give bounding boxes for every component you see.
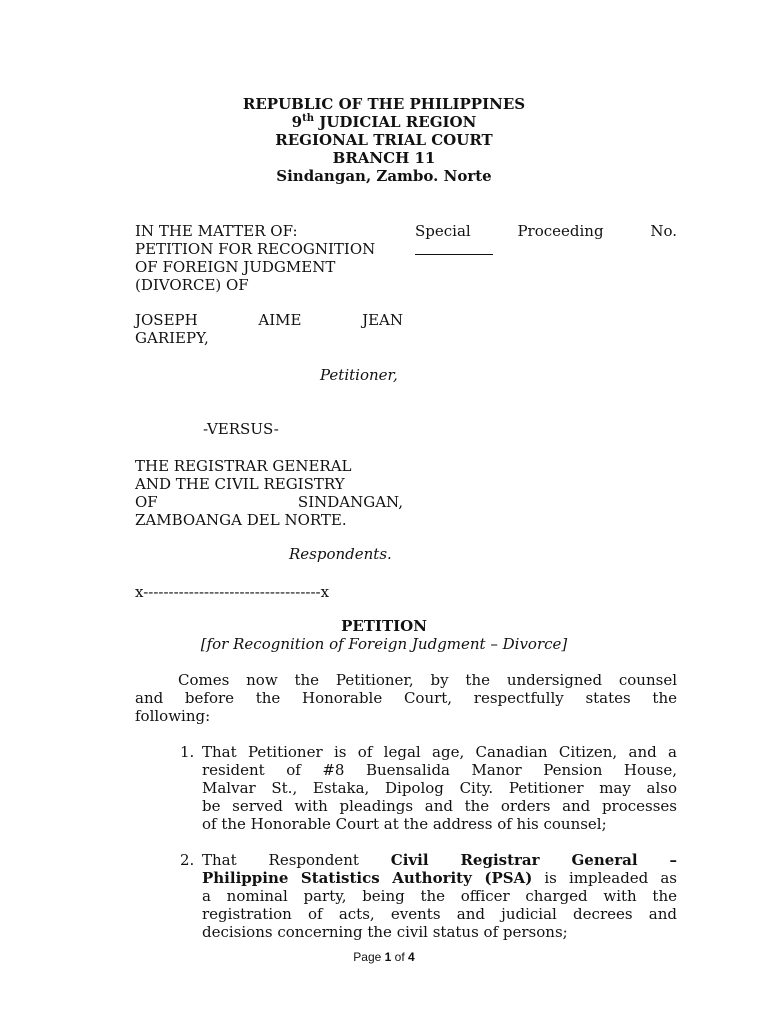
respondent-line: AND THE CIVIL REGISTRY (135, 475, 345, 493)
header-judicial-region: 9th JUDICIAL REGION (291, 113, 477, 131)
item-number: 1. (180, 743, 195, 761)
header-republic: REPUBLIC OF THE PHILIPPINES (242, 95, 526, 113)
respondent-line: ZAMBOANGA DEL NORTE. (135, 511, 347, 529)
caption-line: IN THE MATTER OF: (135, 222, 298, 240)
caption-separator: x-----------------------------------x (135, 583, 330, 601)
item-line: resident of #8 Buensalida Manor Pension House, (202, 761, 677, 779)
header-branch: BRANCH 11 (332, 149, 436, 167)
respondent-line: OF SINDANGAN, (135, 493, 403, 511)
versus-label: -VERSUS- (203, 420, 279, 438)
item-line: Malvar St., Estaka, Dipolog City. Petitioner may also (202, 779, 677, 797)
item-line: That Respondent Civil Registrar General – (202, 851, 677, 869)
item-line: registration of acts, events and judicial decrees and (202, 905, 677, 923)
petitioner-name-line: GARIEPY, (135, 329, 209, 347)
intro-line: following: (135, 707, 211, 725)
petition-subtitle: [for Recognition of Foreign Judgment – Divorce] (200, 635, 568, 653)
item-line: decisions concerning the civil status of persons; (202, 923, 568, 941)
caption-line: PETITION FOR RECOGNITION (135, 240, 376, 258)
caption-line: OF FOREIGN JUDGMENT (135, 258, 336, 276)
special-proceeding-label: Special Proceeding No. (415, 222, 677, 240)
item-number: 2. (180, 851, 195, 869)
respondents-label: Respondents. (289, 545, 392, 563)
item-line: Philippine Statistics Authority (PSA) is impleaded as (202, 869, 677, 887)
intro-line: and before the Honorable Court, respectfully states the (135, 689, 677, 707)
intro-line: Comes now the Petitioner, by the undersigned counsel (178, 671, 677, 689)
item-line: be served with pleadings and the orders and processes (202, 797, 677, 815)
item-line: a nominal party, being the officer charged with the (202, 887, 677, 905)
item-line: That Petitioner is of legal age, Canadian Citizen, and a (202, 743, 677, 761)
petitioner-label: Petitioner, (320, 366, 398, 384)
header-location: Sindangan, Zambo. Norte (276, 167, 492, 185)
respondent-line: THE REGISTRAR GENERAL (135, 457, 352, 475)
petitioner-name-line: JOSEPH AIME JEAN (135, 311, 403, 329)
petition-title: PETITION (341, 617, 427, 635)
header-regional-trial-court: REGIONAL TRIAL COURT (275, 131, 493, 149)
item-line: of the Honorable Court at the address of his counsel; (202, 815, 607, 833)
page-number-footer: Page 1 of 4 (353, 950, 415, 964)
case-number-blank (415, 240, 493, 259)
caption-line: (DIVORCE) OF (135, 276, 249, 294)
